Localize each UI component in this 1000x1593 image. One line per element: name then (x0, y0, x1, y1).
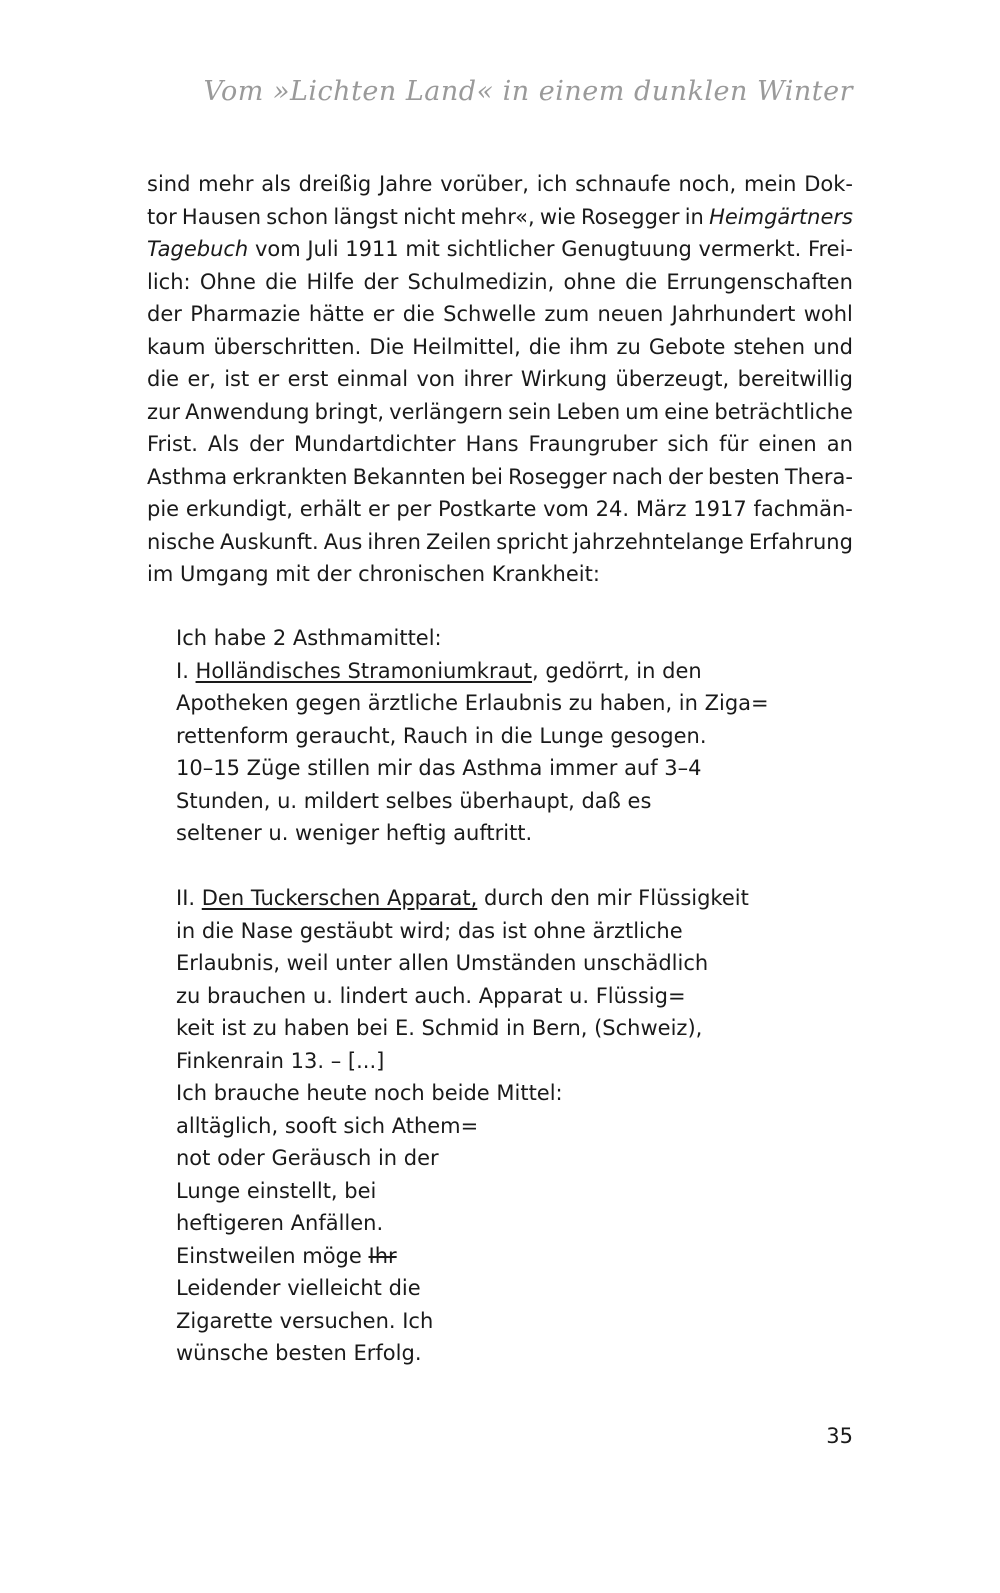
letter-line: Lunge einstellt, bei (176, 1178, 377, 1203)
letter-quote-part2 (176, 882, 749, 1370)
letter-item-1: I. Holländisches Stramoniumkraut, gedörrt, in den (176, 658, 702, 683)
body-line-7: die er, ist er erst einmal von ihrer Wirkung überzeugt, bereitwillig (147, 367, 853, 391)
body-line-12: nische Auskunft. Aus ihren Zeilen spricht jahrzehntelange Erfahrung (147, 529, 853, 554)
body-line-6: kaum überschritten. Die Heilmittel, die ihm zu Gebote stehen und (147, 334, 853, 359)
letter-line: wünsche besten Erfolg. (176, 1341, 422, 1365)
body-line-5: der Pharmazie hätte er die Schwelle zum neuen Jahrhundert wohl (147, 302, 853, 326)
body-line-1: sind mehr als dreißig Jahre vorüber, ich schnaufe noch, mein Dok- (147, 172, 853, 196)
body-line-11: pie erkundigt, erhält er per Postkarte vom 24. März 1917 fachmän- (147, 497, 853, 521)
letter-line: Leidender vielleicht die (176, 1276, 421, 1300)
running-head: Vom »Lichten Land« in einem dunklen Winter (203, 76, 853, 107)
body-paragraph (147, 168, 853, 591)
letter-line: Erlaubnis, weil unter allen Umständen unschädlich (176, 951, 709, 975)
book-title-tagebuch: Tagebuch (147, 237, 249, 261)
body-line-9: Frist. Als der Mundartdichter Hans Fraungruber sich für einen an (147, 432, 853, 456)
letter-line: rettenform geraucht, Rauch in die Lunge gesogen. (176, 723, 707, 748)
letter-line: seltener u. weniger heftig auftritt. (176, 821, 533, 845)
body-line-2: tor Hausen schon längst nicht mehr«, wie Rosegger in Heimgärtners (147, 201, 853, 234)
letter-line: Zigarette versuchen. Ich (176, 1308, 434, 1333)
underlined-stramonium: Holländisches Stramoniumkraut (195, 658, 533, 683)
letter-line: alltäglich, sooft sich Athem= (176, 1113, 479, 1138)
letter-closing: Einstweilen möge Ihr (176, 1243, 397, 1268)
body-line-10: Asthma erkrankten Bekannten bei Rosegger nach der besten Thera- (147, 464, 853, 489)
struck-word: Ihr (368, 1243, 397, 1268)
letter-intro: Ich habe 2 Asthmamittel: (176, 626, 442, 650)
letter-line: keit ist zu haben bei E. Schmid in Bern, (Schweiz), (176, 1016, 703, 1040)
letter-line: in die Nase gestäubt wird; das ist ohne ärztliche (176, 918, 683, 943)
letter-line: 10–15 Züge stillen mir das Asthma immer auf 3–4 (176, 756, 702, 780)
letter-line: Ich brauche heute noch beide Mittel: (176, 1081, 563, 1105)
body-line-4: lich: Ohne die Hilfe der Schulmedizin, ohne die Errungenschaften (147, 269, 853, 294)
book-title-heimgaertners: Heimgärtners (709, 204, 853, 229)
letter-item-2: II. Den Tuckerschen Apparat, durch den mir Flüssigkeit (176, 886, 749, 910)
body-line-8: zur Anwendung bringt, verlängern sein Leben um eine beträchtliche (147, 399, 853, 424)
underlined-tucker-apparat: Den Tuckerschen Apparat, (201, 886, 478, 910)
page-number: 35 (826, 1424, 853, 1448)
letter-line: Stunden, u. mildert selbes überhaupt, daß es (176, 788, 652, 813)
letter-line: heftigeren Anfällen. (176, 1211, 384, 1235)
letter-line: Apotheken gegen ärztliche Erlaubnis zu haben, in Ziga= (176, 691, 769, 715)
body-line-13: im Umgang mit der chronischen Krankheit: (147, 562, 600, 586)
letter-line: not oder Geräusch in der (176, 1146, 439, 1170)
letter-line: zu brauchen u. lindert auch. Apparat u. Flüssig= (176, 983, 686, 1008)
letter-line: Finkenrain 13. – [...] (176, 1048, 385, 1073)
letter-quote-part1 (176, 622, 769, 850)
body-line-3: Tagebuch vom Juli 1911 mit sichtlicher Genugtuung vermerkt. Frei- (147, 233, 853, 266)
